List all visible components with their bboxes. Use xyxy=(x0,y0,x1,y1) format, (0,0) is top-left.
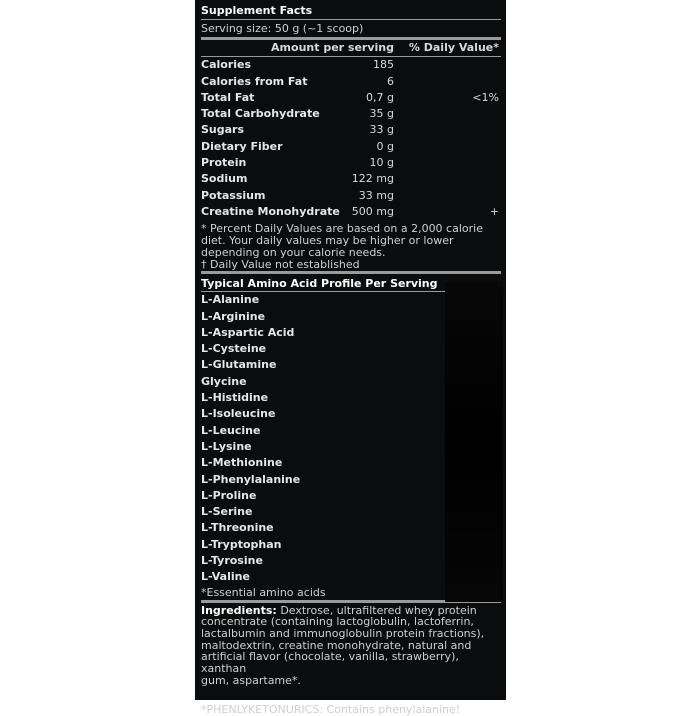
footnote-line: diet. Your daily values may be higher or lower xyxy=(201,234,454,248)
amino-acid-label: L-Glutamine xyxy=(201,358,277,372)
essential-amino-note: *Essential amino acids xyxy=(201,586,501,603)
ingredients-line: gum, aspartame*. xyxy=(201,673,301,687)
footnote-line: † Daily Value not established xyxy=(201,258,360,272)
amino-acid-label: L-Lysine xyxy=(201,439,252,453)
nutrient-label: Protein xyxy=(201,156,247,170)
ingredients-block xyxy=(201,603,501,716)
ingredients-line: maltodextrin, creatine monohydrate, natural and xyxy=(201,638,472,652)
nutrient-amount: 10 g xyxy=(369,156,394,170)
nutrient-amount: 0 g xyxy=(376,139,394,153)
serving-size: Serving size: 50 g (~1 scoop) xyxy=(201,20,501,40)
nutrient-row xyxy=(201,155,501,171)
nutrient-label: Calories from Fat xyxy=(201,74,308,88)
daily-value-footnote xyxy=(201,220,501,274)
nutrient-row xyxy=(201,57,501,73)
nutrient-label: Total Carbohydrate xyxy=(201,107,320,121)
column-header xyxy=(201,40,501,57)
nutrient-list xyxy=(201,57,501,220)
panel-title: Supplement Facts xyxy=(201,3,501,20)
nutrient-row xyxy=(201,188,501,204)
amino-acid-label: Glycine xyxy=(201,374,247,388)
nutrient-amount: 0,7 g xyxy=(366,90,394,104)
nutrient-row xyxy=(201,122,501,138)
nutrient-row xyxy=(201,106,501,122)
background-shadow xyxy=(445,282,503,602)
amino-profile-title: Typical Amino Acid Profile Per Serving xyxy=(201,276,501,292)
nutrient-row xyxy=(201,74,501,90)
ingredients-line: artificial flavor (chocolate, vanilla, strawberry), xanthan xyxy=(201,650,459,676)
ingredients-line: lactalbumin and immunoglobulin protein fractions), xyxy=(201,627,485,641)
nutrient-row xyxy=(201,171,501,187)
nutrient-amount: 33 g xyxy=(369,123,394,137)
amino-acid-label: L-Tryptophan xyxy=(201,537,282,551)
amino-acid-label: L-Threonine xyxy=(201,521,274,535)
nutrient-label: Total Fat xyxy=(201,90,255,104)
nutrient-label: Creatine Monohydrate xyxy=(201,204,340,218)
amino-acid-label: L-Isoleucine xyxy=(201,407,276,421)
ingredients-label: Ingredients: xyxy=(201,603,277,617)
nutrient-label: Potassium xyxy=(201,188,266,202)
nutrient-amount: 35 g xyxy=(369,107,394,121)
amino-acid-label: L-Histidine xyxy=(201,391,269,405)
nutrient-amount: 33 mg xyxy=(358,188,394,202)
amino-acid-label: L-Valine xyxy=(201,570,250,584)
amino-acid-label: L-Cysteine xyxy=(201,342,267,356)
nutrient-amount: 500 mg xyxy=(351,204,394,218)
amino-acid-label: L-Proline xyxy=(201,488,257,502)
nutrient-label: Calories xyxy=(201,58,252,72)
phenylketonurics-warning: *PHENLYKETONURICS: Contains phenylalanine! xyxy=(201,702,461,716)
amino-acid-label: L-Leucine xyxy=(201,423,261,437)
nutrient-amount: 185 xyxy=(373,58,394,72)
nutrient-amount: 6 xyxy=(387,74,394,88)
nutrient-daily-value: <1% xyxy=(472,90,499,104)
nutrient-row xyxy=(201,90,501,106)
daily-value-header: % Daily Value* xyxy=(408,41,499,54)
nutrient-daily-value: + xyxy=(489,204,499,218)
nutrient-row xyxy=(201,139,501,155)
amino-acid-label: L-Tyrosine xyxy=(201,554,263,568)
amino-acid-label: L-Alanine xyxy=(201,293,260,307)
nutrient-label: Sugars xyxy=(201,123,245,137)
amino-acid-label: L-Phenylalanine xyxy=(201,472,301,486)
amount-header: Amount per serving xyxy=(271,41,394,54)
nutrient-row xyxy=(201,204,501,220)
nutrient-label: Sodium xyxy=(201,172,248,186)
ingredients-line: Dextrose, ultrafiltered whey protein xyxy=(276,603,477,617)
footnote-line: * Percent Daily Values are based on a 2,000 calorie xyxy=(201,222,483,236)
amino-acid-label: L-Aspartic Acid xyxy=(201,325,295,339)
nutrient-amount: 122 mg xyxy=(351,172,394,186)
amino-acid-label: L-Methionine xyxy=(201,456,283,470)
ingredients-line: concentrate (containing lactoglobulin, lactoferrin, xyxy=(201,615,474,629)
footnote-line: depending on your calorie needs. xyxy=(201,246,386,260)
amino-acid-label: L-Serine xyxy=(201,505,253,519)
nutrient-label: Dietary Fiber xyxy=(201,139,283,153)
amino-acid-label: L-Arginine xyxy=(201,309,266,323)
